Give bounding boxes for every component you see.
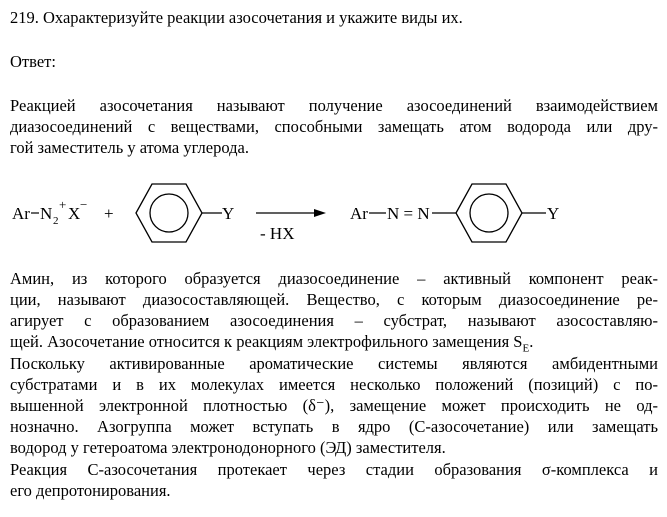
eq-plus: + — [104, 204, 114, 223]
se-period: . — [529, 332, 534, 351]
arrow-head — [314, 209, 326, 217]
eq-y1: Y — [222, 204, 235, 223]
para4-line-2: его депротонирования. — [10, 481, 171, 500]
eq-x: X — [68, 204, 81, 223]
eq-ar: Ar — [12, 204, 30, 223]
benzene-ring-2 — [456, 184, 522, 242]
para3-line-5: водород у гетероатома электронодонорного (ЭД) заместителя. — [10, 438, 446, 457]
eq-n-sub: 2 — [53, 215, 59, 227]
para2-line-2: ции, называют диазосоставляющей. Вещество, с которым диазосоединение ре- — [10, 290, 658, 309]
para1-line-3: гой заместитель у атома углерода. — [10, 138, 249, 157]
eq-product-nn: N = N — [387, 204, 430, 223]
eq-n: N — [40, 204, 53, 223]
para3-line-4: нозначно. Азогруппа может вступать в ядро (С-азосочетание) или замещать — [10, 417, 658, 436]
para1-line-2: диазосоединений с веществами, способными замещать атом водорода или дру- — [10, 117, 658, 136]
para3-line-3: вышенной электронной плотностью (δ⁻), замещение может происходить не од- — [10, 396, 658, 415]
para2-line-4-text: щей. Азосочетание относится к реакциям электрофильного замещения S — [10, 332, 523, 351]
eq-plus-sup: + — [59, 197, 67, 212]
para2-line-1: Амин, из которого образуется диазосоединение – активный компонент реак- — [10, 269, 658, 288]
para1-line-1: Реакцией азосочетания называют получение азосоединений взаимодействием — [10, 96, 658, 115]
eq-x-sup: − — [80, 197, 88, 212]
eq-condition: - HX — [260, 224, 295, 243]
eq-product-ar: Ar — [350, 204, 368, 223]
question-text: 219. Охарактеризуйте реакции азосочетания и укажите виды их. — [10, 8, 463, 27]
para3-line-2: субстратами и в их молекулах имеется несколько положений (позиций) с по- — [10, 375, 658, 394]
benzene-ring-1 — [136, 184, 202, 242]
eq-y2: Y — [547, 204, 560, 223]
para3-line-1: Поскольку активированные ароматические системы являются амбидентными — [10, 354, 658, 373]
answer-label: Ответ: — [10, 52, 56, 71]
para2-line-3: агирует с образованием азосоединения – субстрат, называют азосоставляю- — [10, 311, 658, 330]
se-subscript: E — [522, 342, 530, 355]
aromatic-circle-2 — [470, 194, 508, 232]
reaction-equation — [0, 172, 667, 252]
aromatic-circle-1 — [150, 194, 188, 232]
para4-line-1: Реакция С-азосочетания протекает через стадии образования σ-комплекса и — [10, 460, 658, 479]
